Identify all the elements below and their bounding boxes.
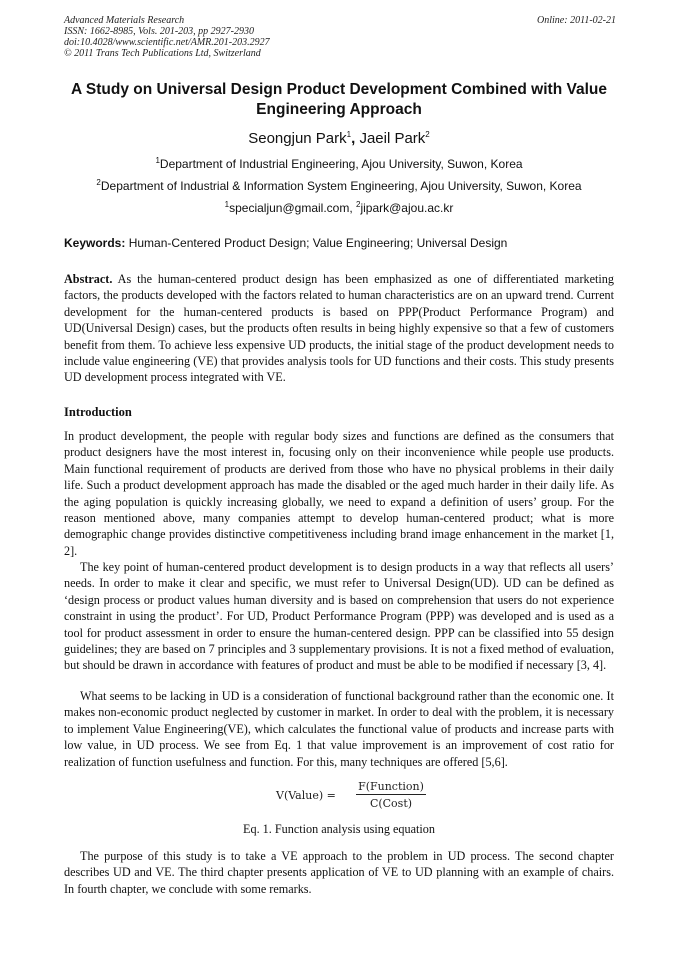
email-2-sup: 2 [356, 200, 361, 209]
keywords-label: Keywords: [64, 236, 126, 250]
journal-name: Advanced Materials Research [64, 15, 185, 26]
intro-paragraph-1: In product development, the people with regular body sizes and functions are defined as the consumers that product designers have the most interest in, focusing only on their inconvenience while people use products. Main functional requirement of products are derived from those who have no physical problems in their daily life. Such a product development approach has made the disabled or the aged much harder in their daily life. As the aging population is quickly increasing globally, we need to expand a definition of users’ group. For the reason mentioned above, many companies attempt to develop human-centered product; what is more demographic change provides distinctive competitiveness including brand image enhancement in the market [1, 2]. [64, 429, 614, 558]
keywords-text: Human-Centered Product Design; Value Engineering; Universal Design [125, 236, 508, 250]
author-separator: , [351, 130, 360, 147]
affiliation-1-sup: 1 [155, 156, 160, 165]
equation-caption: Eq. 1. Function analysis using equation [243, 822, 435, 836]
equation-fraction [356, 780, 426, 810]
email-2: jipark@ajou.ac.kr [360, 201, 454, 215]
affiliation-2-text: Department of Industrial & Information System Engineering, Ajou University, Suwon, Korea [100, 179, 582, 193]
author-1: Seongjun Park [248, 130, 347, 147]
fraction-bar [356, 794, 426, 795]
abstract-label: Abstract. [64, 272, 113, 286]
equation-lhs: V(Value) = [276, 789, 336, 802]
online-date: Online: 2011-02-21 [537, 15, 616, 26]
introduction-heading: Introduction [64, 405, 132, 419]
abstract-text: As the human-centered product design has been emphasized as one of differentiated marketing factors, the products developed with the factors related to human characteristics are on an upward trend. Current development for the human-centered products is based on PPP(Product Performance Program) and UD(Universal Design) cases, but the products often results in being highly expensive so that a few of customers benefit from them. To achieve less expensive UD products, the initial stage of the product development needs to include value engineering (VE) that provides analysis tools for UD functions and their costs. This study presents UD development process integrated with VE. [64, 272, 614, 385]
intro-paragraph-4: The purpose of this study is to take a VE approach to the problem in UD process. The second chapter describes UD and VE. The third chapter presents application of VE to UD planning with an example of chairs. In fourth chapter, we conclude with some remarks. [64, 849, 614, 896]
email-1-sup: 1 [224, 200, 230, 209]
author-1-sup: 1 [346, 130, 352, 139]
affiliation-2-sup: 2 [96, 178, 101, 187]
issn: ISSN: 1662-8985, Vols. 201-203, pp 2927-2930 [64, 26, 254, 37]
equation-numerator: F(Function) [358, 780, 424, 793]
authors [0, 130, 678, 148]
affiliation-2 [0, 179, 678, 193]
paper-title: A Study on Universal Design Product Development Combined with Value Engineering Approach [71, 81, 607, 118]
emails [0, 201, 678, 215]
email-1: specialjun@gmail.com, [229, 201, 356, 215]
abstract [64, 271, 614, 386]
affiliation-1 [0, 157, 678, 171]
equation-denominator: C(Cost) [369, 797, 413, 810]
journal-header [64, 15, 616, 59]
copyright: © 2011 Trans Tech Publications Ltd, Switzerland [64, 48, 261, 59]
affiliation-1-text: Department of Industrial Engineering, Ajou University, Suwon, Korea [159, 157, 523, 171]
intro-paragraph-2: The key point of human-centered product development is to design products in a way that reflects all users’ needs. In order to make it clear and specific, we must refer to Universal Design(UD). UD can be defined as ‘design process or product values human diversity and is based on comprehension that users do not experience constraint in using the product’. For UD, Product Performance Program (PPP) was developed and is used as a tool for product assessment in order to ensure the human-centered design. PPP can be classified into 55 design guidelines; they are based on 7 principles and 3 supplementary provisions. It is not a fixed method of evaluation, but should be drawn in accordance with features of product and must be able to be modified if necessary [3, 4]. [64, 560, 614, 673]
intro-paragraph-3: What seems to be lacking in UD is a consideration of functional background rather than the economic one. It makes non-economic product neglected by customer in market. In order to deal with the problem, it is necessary to implement Value Engineering(VE), which calculates the functional value of products and increase parts with low value, in UD process. We see from Eq. 1 that value improvement is an improvement of cost ratio for realization of function usefulness and function. For this, many techniques are offered [5,6]. [64, 689, 614, 769]
author-2-sup: 2 [425, 130, 430, 139]
doi: doi:10.4028/www.scientific.net/AMR.201-203.2927 [64, 37, 270, 48]
keywords [64, 236, 616, 250]
author-2: Jaeil Park [359, 130, 426, 147]
